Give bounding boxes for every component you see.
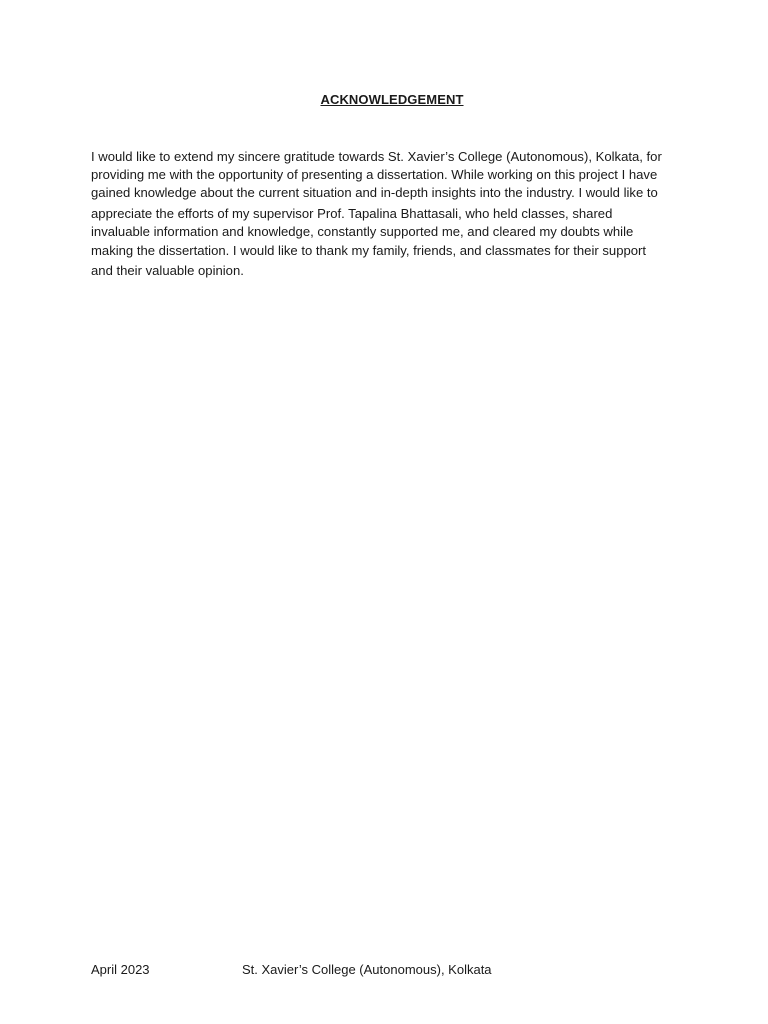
body-line: and their valuable opinion. (91, 263, 244, 278)
body-line: invaluable information and knowledge, constantly supported me, and cleared my doubts while (91, 224, 634, 239)
footer-date: April 2023 (91, 962, 150, 977)
body-line: I would like to extend my sincere gratitude towards St. Xavier’s College (Autonomous), Kolkata, for (91, 149, 662, 164)
body-line: gained knowledge about the current situation and in-depth insights into the industry. I would like to (91, 185, 658, 200)
footer-college: St. Xavier’s College (Autonomous), Kolkata (242, 962, 492, 977)
body-line: making the dissertation. I would like to thank my family, friends, and classmates for their support (91, 243, 647, 258)
page-title: ACKNOWLEDGEMENT (320, 92, 464, 107)
body-line: providing me with the opportunity of presenting a dissertation. While working on this project I have (91, 167, 658, 182)
body-line: appreciate the efforts of my supervisor Prof. Tapalina Bhattasali, who held classes, shared (91, 206, 613, 221)
